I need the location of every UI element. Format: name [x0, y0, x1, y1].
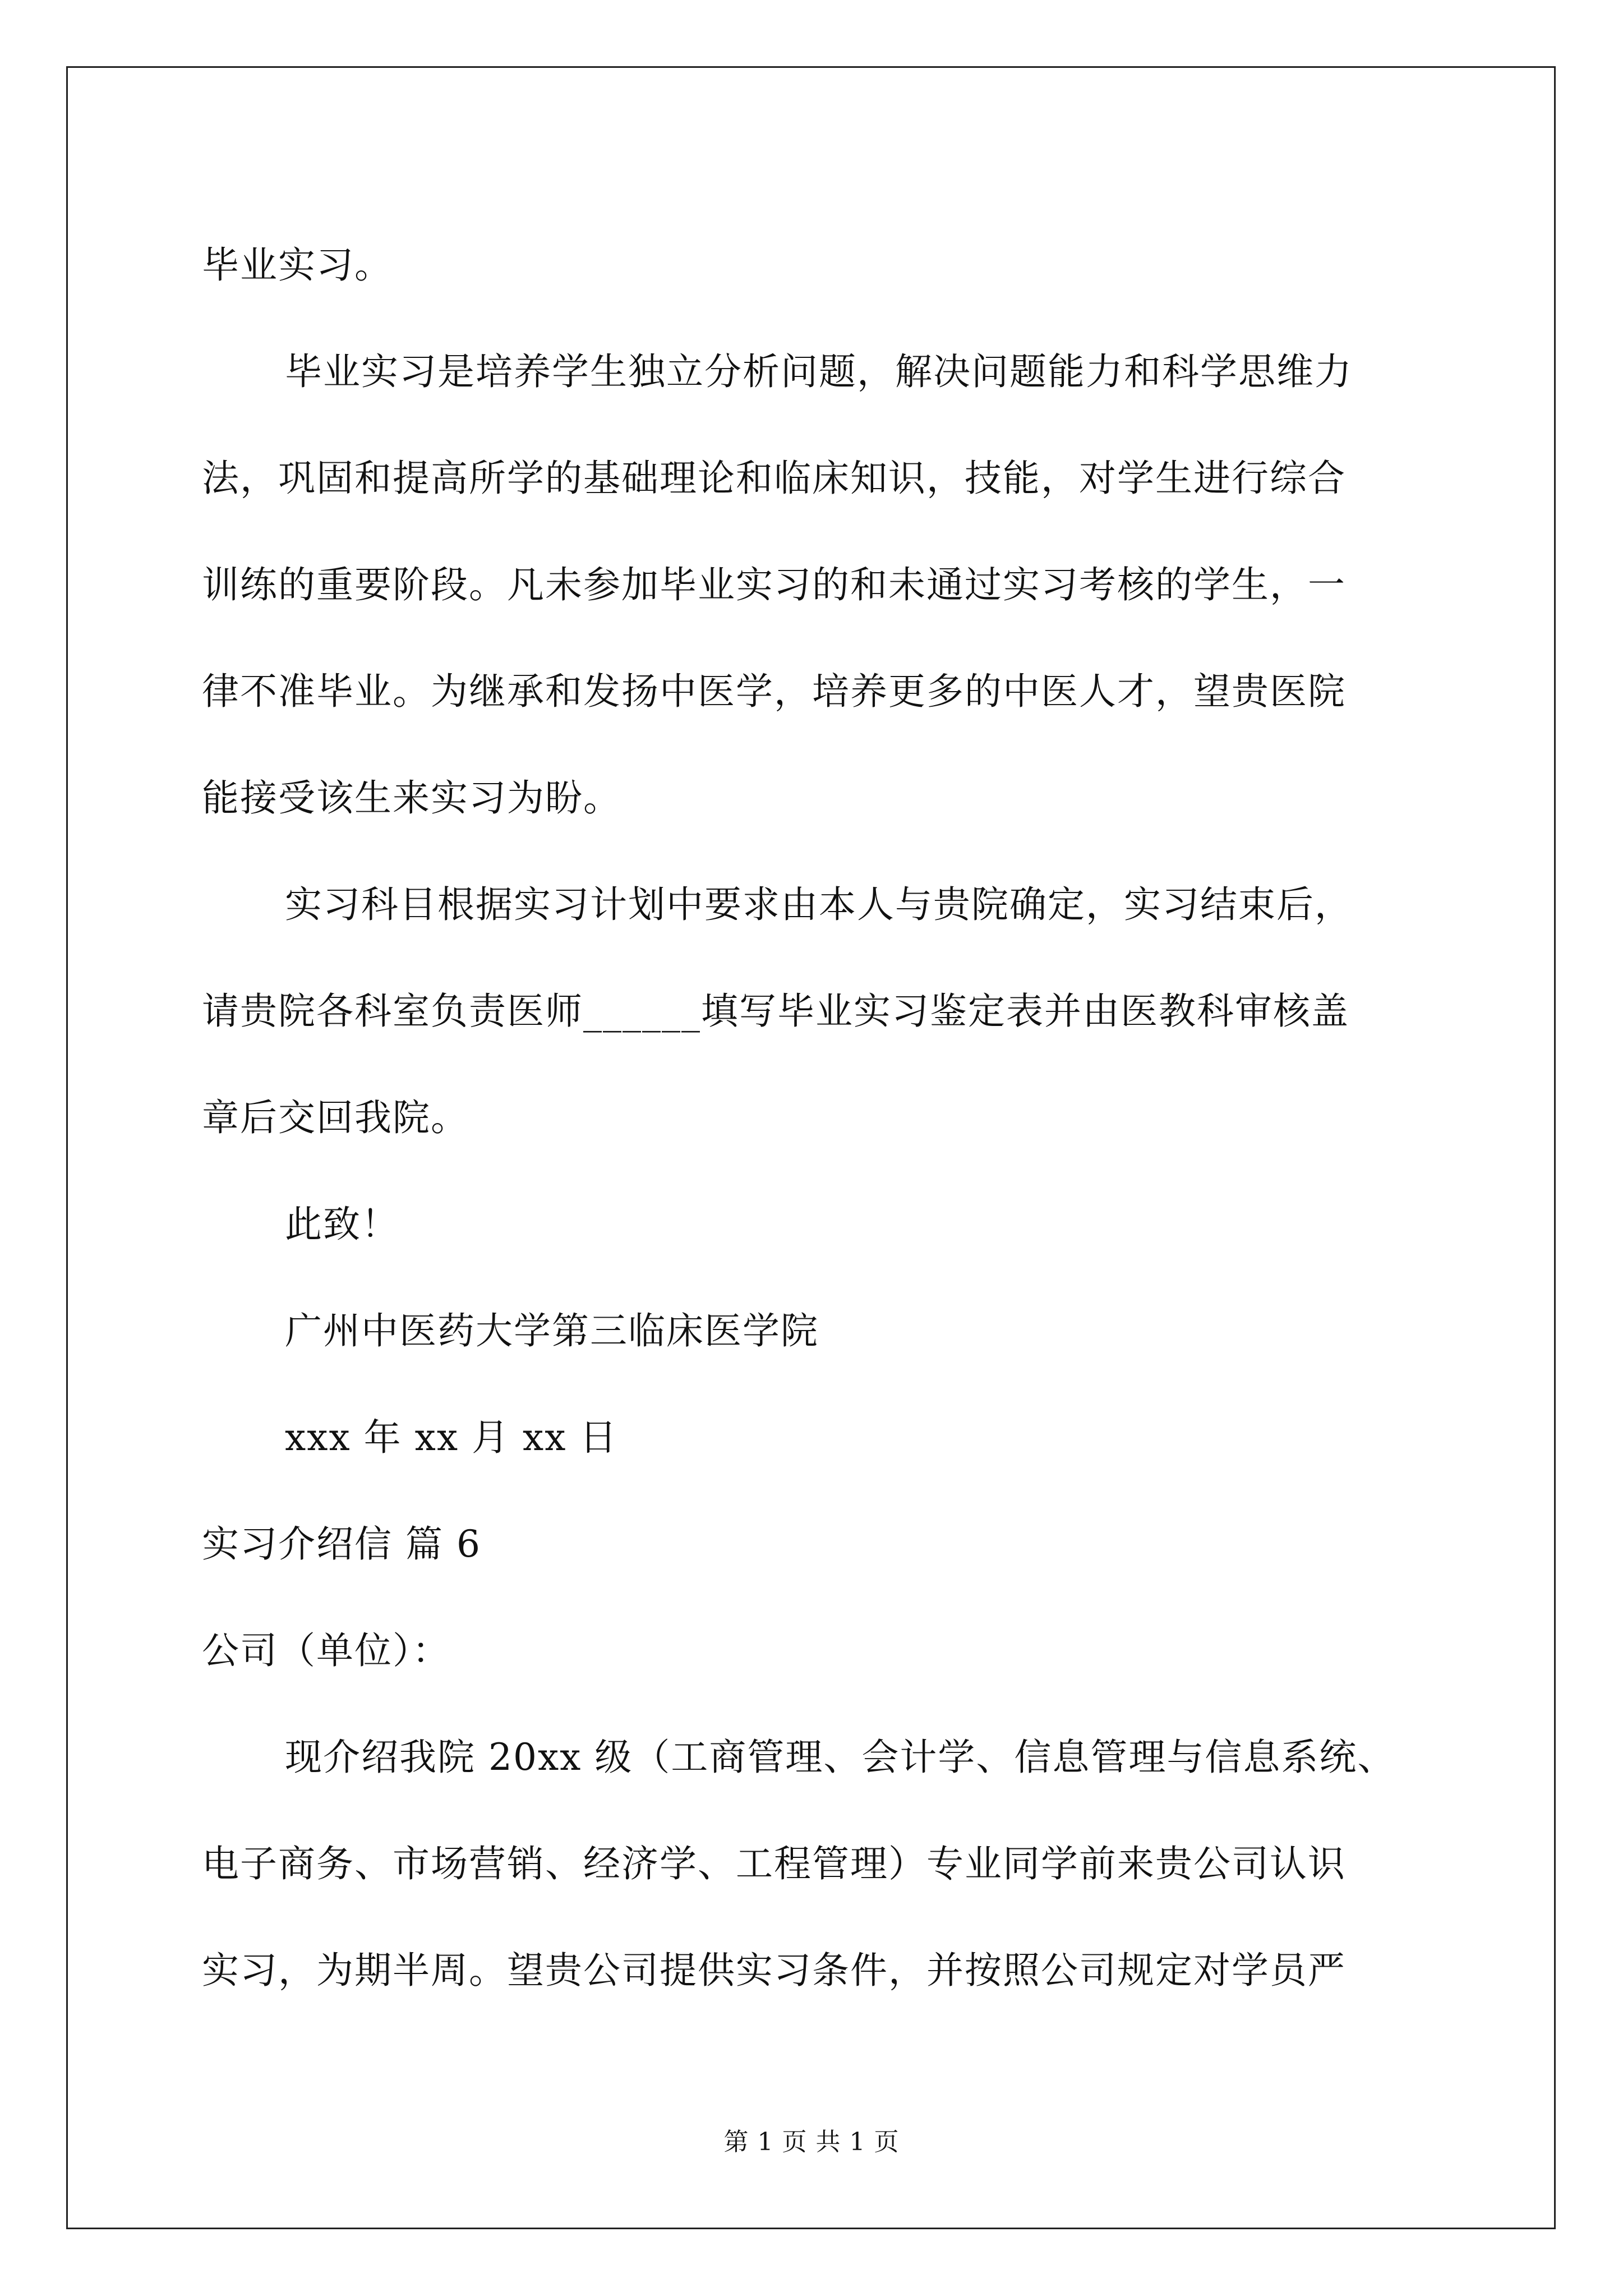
- recipient-line: 公司（单位）：: [202, 1629, 450, 1672]
- page-footer: 第 1 页 共 1 页: [723, 2128, 900, 2156]
- text-line: 请贵院各科室负责医师______填写毕业实习鉴定表并由医教科审核盖: [202, 990, 1349, 1033]
- text-line: 能接受该生来实习为盼。: [202, 776, 621, 820]
- document-body: [202, 212, 1436, 2024]
- text-line: 法，巩固和提高所学的基础理论和临床知识，技能，对学生进行综合: [202, 457, 1346, 500]
- paragraph-start: 现介绍我院 20xx 级（工商管理、会计学、信息管理与信息系统、: [285, 1736, 1396, 1779]
- paragraph-start: 毕业实习是培养学生独立分析问题，解决问题能力和科学思维力: [285, 350, 1353, 393]
- letter-date: xxx 年 xx 月 xx 日: [285, 1416, 618, 1459]
- text-line: 训练的重要阶段。凡未参加毕业实习的和未通过实习考核的学生，一: [202, 563, 1346, 606]
- text-line: 律不准毕业。为继承和发扬中医学，培养更多的中医人才，望贵医院: [202, 670, 1346, 713]
- text-line: 毕业实习。: [202, 243, 393, 287]
- text-line: 章后交回我院。: [202, 1096, 469, 1139]
- text-line: 实习，为期半周。望贵公司提供实习条件，并按照公司规定对学员严: [202, 1949, 1346, 1992]
- text-line: 电子商务、市场营销、经济学、工程管理）专业同学前来贵公司认识: [202, 1842, 1346, 1885]
- closing-salutation: 此致！: [285, 1203, 399, 1246]
- paragraph-start: 实习科目根据实习计划中要求由本人与贵院确定，实习结束后，: [285, 883, 1353, 926]
- sender-institution: 广州中医药大学第三临床医学院: [285, 1309, 819, 1352]
- section-heading: 实习介绍信 篇 6: [202, 1522, 481, 1566]
